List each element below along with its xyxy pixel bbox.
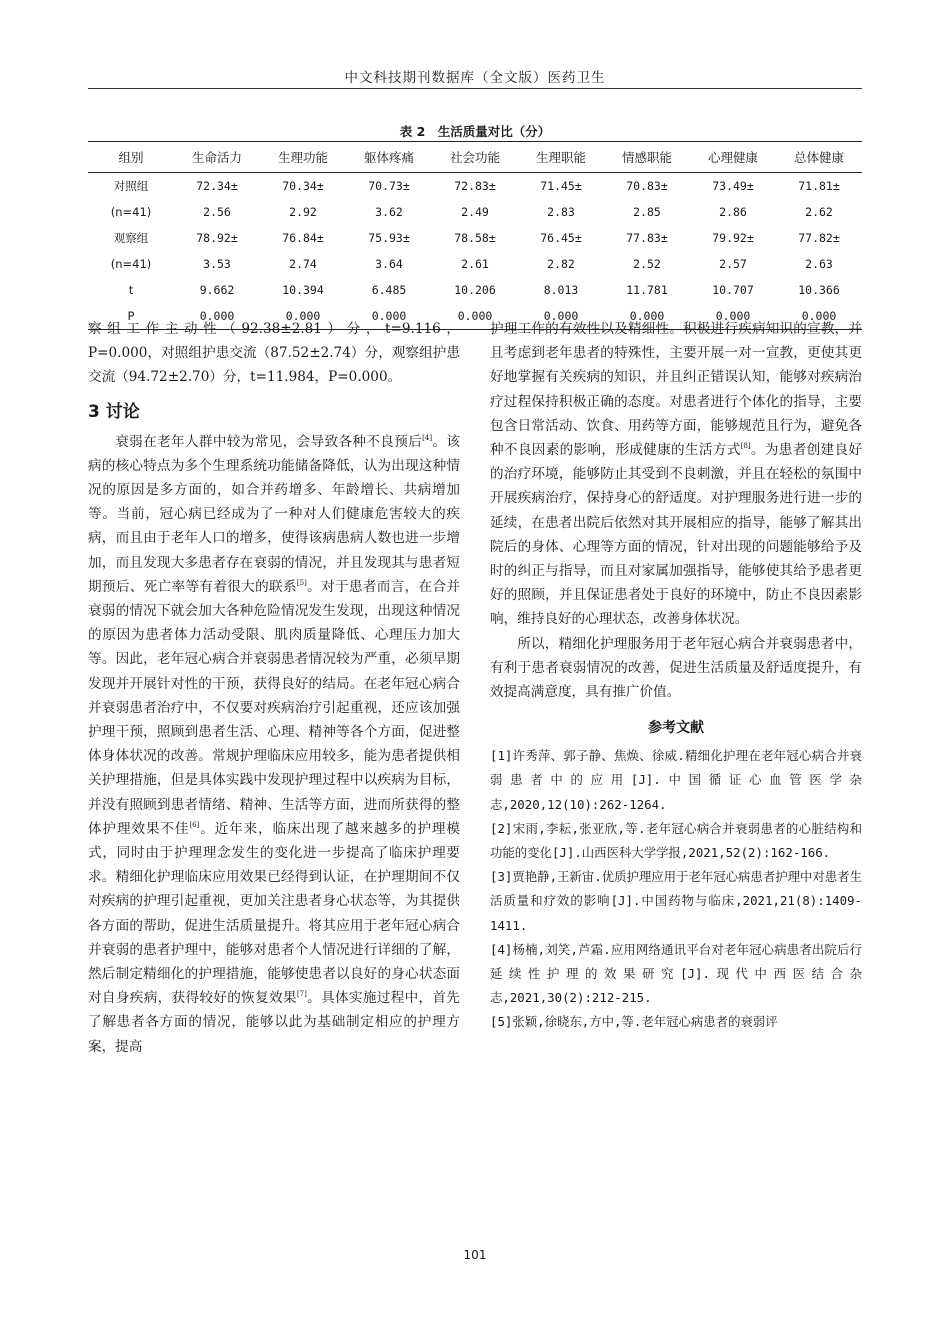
- col-header: 生命活力: [174, 142, 260, 173]
- reference-item: [2]宋雨,李耘,张亚欣,等.老年冠心病合并衰弱患者的心脏结构和功能的变化[J].山西医科大学学报,2021,52(2):162-166.: [490, 820, 862, 861]
- table-cell: 77.83±: [626, 231, 668, 245]
- table-cell: 70.34±: [282, 179, 324, 193]
- table-row: [88, 173, 862, 200]
- table-cell: 77.82±: [798, 231, 840, 245]
- table-cell: 70.73±: [368, 179, 410, 193]
- table-header-row: [88, 142, 862, 173]
- col-header: 躯体疼痛: [346, 142, 432, 173]
- table-cell: 10.707: [712, 283, 754, 297]
- references-heading: 参考文献: [648, 720, 704, 737]
- table-row: [88, 277, 862, 303]
- table-cell: 3.53: [203, 257, 231, 271]
- table-cell: 2.61: [461, 257, 489, 271]
- table-cell: 10.366: [798, 283, 840, 297]
- table-cell: 78.92±: [196, 231, 238, 245]
- row-label-cell: P: [88, 303, 174, 330]
- citation-8[interactable]: [8]: [740, 442, 751, 451]
- table-row: [88, 199, 862, 225]
- conclusion-paragraph: 所以，精细化护理服务用于老年冠心病合并衰弱患者中，有利于患者衰弱情况的改善，促进生活质量及舒适度提升，有效提高满意度，具有推广价值。: [490, 635, 862, 701]
- table-caption: 表 2 生活质量对比（分）: [399, 124, 551, 139]
- left-column: [88, 317, 460, 1059]
- table-cell: 10.206: [454, 283, 496, 297]
- reference-list: [490, 744, 862, 1034]
- table-cell: 2.62: [805, 205, 833, 219]
- table-cell: 0.000: [518, 303, 604, 330]
- results-continuation: 察组工作主动性（92.38±2.81）分，t=9.116，P=0.000，对照组护患交流（87.52±2.74）分，观察组护患交流（94.72±2.70）分，t=11.984，P=0.000。: [88, 321, 460, 386]
- col-header: 社会功能: [432, 142, 518, 173]
- running-header: 中文科技期刊数据库（全文版）医药卫生: [344, 70, 606, 86]
- section-heading-discussion: 3 讨论: [88, 401, 140, 422]
- citation-5[interactable]: [5]: [296, 578, 307, 587]
- table-cell: 3.64: [375, 257, 403, 271]
- table-cell: 0.000: [690, 303, 776, 330]
- col-header: 总体健康: [776, 142, 862, 173]
- quality-of-life-table: [88, 141, 862, 330]
- table-cell: 0.000: [776, 303, 862, 330]
- table-cell: 2.85: [633, 205, 661, 219]
- col-header: 生理功能: [260, 142, 346, 173]
- table-cell: 72.34±: [196, 179, 238, 193]
- table-cell: 76.84±: [282, 231, 324, 245]
- reference-item: [1]许秀萍、郭子静、焦焕、徐威.精细化护理在老年冠心病合并衰弱患者中的应用[J].中国循证心血管医学杂志,2020,12(10):262-1264.: [490, 748, 862, 812]
- col-header: 心理健康: [690, 142, 776, 173]
- reference-item: [5]张颖,徐晓东,方中,等.老年冠心病患者的衰弱评: [490, 1014, 778, 1030]
- table-cell: 2.52: [633, 257, 661, 271]
- table-cell: 2.56: [203, 205, 231, 219]
- table-cell: 78.58±: [454, 231, 496, 245]
- citation-7[interactable]: [7]: [296, 990, 307, 999]
- reference-item: [4]杨楠,刘笑,芦霜.应用网络通讯平台对老年冠心病患者出院后行延续性护理的效果研究[J].现代中西医结合杂志,2021,30(2):212-215.: [490, 941, 862, 1006]
- row-label-cell: (n=41): [110, 257, 152, 271]
- table-cell: 71.81±: [798, 179, 840, 193]
- table-cell: 79.92±: [712, 231, 754, 245]
- citation-4[interactable]: [4]: [422, 433, 433, 442]
- page-number: 101: [463, 1248, 487, 1262]
- discussion-continuation: 护理工作的有效性以及精细性。积极进行疾病知识的宣教，并且考虑到老年患者的特殊性，主要开展一对一宣教，更使其更好地掌握有关疾病的知识，并且纠正错误认知，能够对疾病治疗过程保持积极正确的态度。对患者进行个体化的指导，主要包含日常活动、饮食、用药等方面，能够规范且行为，避免各种不良因素的影响，形成健康的生活方式[8]。为患者创建良好的治疗环境，能够防止其受到不良刺激，并且在轻松的氛围中开展疾病治疗，保持身心的舒适度。对护理服务进行进一步的延续，在患者出院后依然对其开展相应的指导，能够了解其出院后的身体、心理等方面的情况，针对出现的问题能够给予及时的纠正与指导，而且对家属加强指导，能够使其给予患者更好的照顾，并且保证患者处于良好的环境中，防止不良因素影响，维持良好的心理状态，改善身体状况。: [490, 321, 863, 628]
- right-column: [490, 317, 862, 1035]
- table-cell: 76.45±: [540, 231, 582, 245]
- table-cell: 2.92: [289, 205, 317, 219]
- row-label-cell: (n=41): [110, 205, 152, 219]
- col-header: 组别: [88, 142, 174, 173]
- table-cell: 0.000: [260, 303, 346, 330]
- table-cell: 0.000: [432, 303, 518, 330]
- table-row: [88, 251, 862, 277]
- row-label-cell: 对照组: [113, 179, 149, 193]
- col-header: 情感职能: [604, 142, 690, 173]
- citation-6[interactable]: [6]: [189, 820, 200, 829]
- table-cell: 0.000: [174, 303, 260, 330]
- table-cell: 2.82: [547, 257, 575, 271]
- table-cell: 2.63: [805, 257, 833, 271]
- table-cell: 10.394: [282, 283, 324, 297]
- table-body: [88, 173, 862, 330]
- table-cell: 2.49: [461, 205, 489, 219]
- row-label-cell: t: [128, 283, 134, 297]
- table-cell: 75.93±: [368, 231, 410, 245]
- col-header: 生理职能: [518, 142, 604, 173]
- reference-item: [3]贾艳静,王新宙.优质护理应用于老年冠心病患者护理中对患者生活质量和疗效的影响[J].中国药物与临床,2021,21(8):1409-1411.: [490, 869, 862, 933]
- table-cell: 9.662: [199, 283, 235, 297]
- table-cell: 2.57: [719, 257, 747, 271]
- table-cell: 6.485: [371, 283, 407, 297]
- table-cell: 2.86: [719, 205, 747, 219]
- table-cell: 0.000: [604, 303, 690, 330]
- table-cell: 70.83±: [626, 179, 668, 193]
- table-cell: 2.83: [547, 205, 575, 219]
- discussion-paragraph: 衰弱在老年人群中较为常见，会导致各种不良预后[4]。该病的核心特点为多个生理系统功能储备降低，认为出现这种情况的原因是多方面的，如合并药增多、年龄增长、共病增加等。当前，冠心病已经成为了一种对人们健康危害较大的疾病，而且由于老年人口的增多，使得该病患病人数也进一步增加，而且发现大多患者存在衰弱的情况，并且发现其与患者短期预后、死亡率等有着很大的联系[5]。对于患者而言，在合并衰弱的情况下就会加大各种危险情况发生发现，出现这种情况的原因为患者体力活动受限、肌肉质量降低、心理压力加大等。因此，老年冠心病合并衰弱患者情况较为严重，必须早期发现并开展针对性的干预，获得良好的结局。在老年冠心病合并衰弱患者治疗中，不仅要对疾病治疗引起重视，还应该加强护理干预，照顾到患者生活、心理、精神等各个方面，促进整体身体状况的改善。常规护理临床应用较多，能为患者提供相关护理措施，但是具体实践中发现护理过程中以疾病为目标，并没有照顾到患者情绪、精神、生活等方面，进而所获得的整体护理效果不佳[6]。近年来，临床出现了越来越多的护理模式，同时由于护理理念发生的变化进一步提高了临床护理要求。精细化护理临床应用效果已经得到认证，在护理期间不仅对疾病的护理引起重视，更加关注患者身心状态等，为其提供各方面的帮助，促进生活质量提升。将其应用于老年冠心病合并衰弱的患者护理中，能够对患者个人情况进行详细的了解，然后制定精细化的护理措施，能够使患者以良好的身心状态面对自身疾病，获得较好的恢复效果[7]。具体实施过程中，首先了解患者各方面的情况，能够以此为基础制定相应的护理方案，提高: [88, 433, 461, 1055]
- table-cell: 72.83±: [454, 179, 496, 193]
- table-cell: 71.45±: [540, 179, 582, 193]
- table-cell: 11.781: [626, 283, 668, 297]
- table-cell: 73.49±: [712, 179, 754, 193]
- row-label-cell: 观察组: [113, 231, 149, 245]
- table-cell: 8.013: [543, 283, 579, 297]
- table-cell: 3.62: [375, 205, 403, 219]
- header-rule: [88, 88, 862, 89]
- table-cell: 0.000: [346, 303, 432, 330]
- table-row: [88, 225, 862, 251]
- table-cell: 2.74: [289, 257, 317, 271]
